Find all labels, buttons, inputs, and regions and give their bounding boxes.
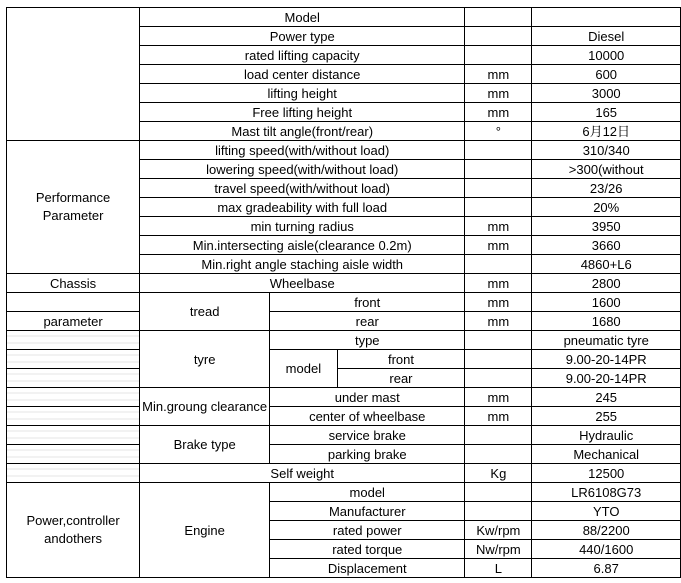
travel-speed-label: travel speed(with/without load) [140, 179, 465, 198]
tyre-model-front-value: 9.00-20-14PR [532, 350, 681, 369]
mast-tilt-angle-value: 6月12日 [532, 122, 681, 141]
min-right-angle-aisle-label: Min.right angle staching aisle width [140, 255, 465, 274]
free-lifting-height-label: Free lifting height [140, 103, 465, 122]
tread-front-unit: mm [465, 293, 532, 312]
section-chassis-blank [7, 331, 140, 350]
section-chassis-blank [7, 350, 140, 369]
under-mast-value: 245 [532, 388, 681, 407]
free-lifting-height-unit: mm [465, 103, 532, 122]
under-mast-unit: mm [465, 388, 532, 407]
service-brake-label: service brake [270, 426, 465, 445]
parking-brake-value: Mechanical [532, 445, 681, 464]
rated-power-label: rated power [270, 521, 465, 540]
tyre-model-rear-value: 9.00-20-14PR [532, 369, 681, 388]
row-center-of-wheelbase [7, 407, 681, 426]
section-chassis-blank [7, 293, 140, 312]
engine-model-unit [465, 483, 532, 502]
tyre-type-value: pneumatic tyre [532, 331, 681, 350]
max-gradeability-unit [465, 198, 532, 217]
parking-brake-unit [465, 445, 532, 464]
max-gradeability-value: 20% [532, 198, 681, 217]
center-of-wheelbase-unit: mm [465, 407, 532, 426]
parking-brake-label: parking brake [270, 445, 465, 464]
section-power-label: Power,controller andothers [7, 483, 140, 578]
engine-model-label: model [270, 483, 465, 502]
rated-lifting-capacity-label: rated lifting capacity [140, 46, 465, 65]
travel-speed-value: 23/26 [532, 179, 681, 198]
section-chassis-blank [7, 426, 140, 445]
service-brake-unit [465, 426, 532, 445]
section-chassis-blank [7, 445, 140, 464]
model-value [532, 8, 681, 27]
tyre-model-rear-unit [465, 369, 532, 388]
load-center-distance-label: load center distance [140, 65, 465, 84]
min-intersecting-aisle-value: 3660 [532, 236, 681, 255]
section-chassis-blank [7, 464, 140, 483]
tyre-model-rear-label: rear [337, 369, 465, 388]
max-gradeability-label: max gradeability with full load [140, 198, 465, 217]
engine-label: Engine [140, 483, 270, 578]
tread-rear-label: rear [270, 312, 465, 331]
rated-torque-label: rated torque [270, 540, 465, 559]
section-chassis-blank [7, 388, 140, 407]
section-chassis-blank [7, 407, 140, 426]
tread-rear-value: 1680 [532, 312, 681, 331]
lowering-speed-value: >300(without [532, 160, 681, 179]
power-type-label: Power type [140, 27, 465, 46]
wheelbase-unit: mm [465, 274, 532, 293]
tyre-model-front-unit [465, 350, 532, 369]
self-weight-value: 12500 [532, 464, 681, 483]
load-center-distance-value: 600 [532, 65, 681, 84]
displacement-value: 6.87 [532, 559, 681, 578]
lifting-speed-unit [465, 141, 532, 160]
lifting-speed-label: lifting speed(with/without load) [140, 141, 465, 160]
model-label: Model [140, 8, 465, 27]
tyre-type-unit [465, 331, 532, 350]
tyre-model-label: model [270, 350, 337, 388]
section-chassis-parameter-label: parameter [7, 312, 140, 331]
tread-label: tread [140, 293, 270, 331]
under-mast-label: under mast [270, 388, 465, 407]
free-lifting-height-value: 165 [532, 103, 681, 122]
lowering-speed-unit [465, 160, 532, 179]
tread-rear-unit: mm [465, 312, 532, 331]
rated-lifting-capacity-unit [465, 46, 532, 65]
section-general-cell [7, 8, 140, 141]
lowering-speed-label: lowering speed(with/without load) [140, 160, 465, 179]
wheelbase-value: 2800 [532, 274, 681, 293]
wheelbase-label: Wheelbase [140, 274, 465, 293]
rated-lifting-capacity-value: 10000 [532, 46, 681, 65]
row-tread-rear [7, 312, 681, 331]
center-of-wheelbase-value: 255 [532, 407, 681, 426]
row-under-mast [7, 388, 681, 407]
row-model [7, 8, 681, 27]
self-weight-unit: Kg [465, 464, 532, 483]
tread-front-label: front [270, 293, 465, 312]
row-lifting-speed [7, 141, 681, 160]
lifting-height-unit: mm [465, 84, 532, 103]
rated-torque-unit: Nw/rpm [465, 540, 532, 559]
row-tyre-model-rear [7, 369, 681, 388]
rated-torque-value: 440/1600 [532, 540, 681, 559]
manufacturer-label: Manufacturer [270, 502, 465, 521]
tread-front-value: 1600 [532, 293, 681, 312]
self-weight-label: Self weight [140, 464, 465, 483]
lifting-height-label: lifting height [140, 84, 465, 103]
engine-model-value: LR6108G73 [532, 483, 681, 502]
load-center-distance-unit: mm [465, 65, 532, 84]
min-turning-radius-label: min turning radius [140, 217, 465, 236]
row-wheelbase [7, 274, 681, 293]
min-right-angle-aisle-value: 4860+L6 [532, 255, 681, 274]
manufacturer-value: YTO [532, 502, 681, 521]
rated-power-unit: Kw/rpm [465, 521, 532, 540]
section-performance-label: Performance Parameter [7, 141, 140, 274]
min-intersecting-aisle-unit: mm [465, 236, 532, 255]
rated-power-value: 88/2200 [532, 521, 681, 540]
tyre-label: tyre [140, 331, 270, 388]
min-intersecting-aisle-label: Min.intersecting aisle(clearance 0.2m) [140, 236, 465, 255]
tyre-model-front-label: front [337, 350, 465, 369]
mast-tilt-angle-unit: ° [465, 122, 532, 141]
min-right-angle-aisle-unit [465, 255, 532, 274]
row-service-brake [7, 426, 681, 445]
row-self-weight [7, 464, 681, 483]
row-tyre-model-front [7, 350, 681, 369]
ground-clearance-label: Min.groung clearance [140, 388, 270, 426]
power-type-unit [465, 27, 532, 46]
forklift-spec-table [6, 7, 681, 578]
tyre-type-label: type [270, 331, 465, 350]
row-tread-front [7, 293, 681, 312]
model-unit [465, 8, 532, 27]
displacement-label: Displacement [270, 559, 465, 578]
lifting-speed-value: 310/340 [532, 141, 681, 160]
row-engine-model [7, 483, 681, 502]
section-chassis-label: Chassis [7, 274, 140, 293]
service-brake-value: Hydraulic [532, 426, 681, 445]
manufacturer-unit [465, 502, 532, 521]
brake-type-label: Brake type [140, 426, 270, 464]
row-parking-brake [7, 445, 681, 464]
center-of-wheelbase-label: center of wheelbase [270, 407, 465, 426]
min-turning-radius-value: 3950 [532, 217, 681, 236]
mast-tilt-angle-label: Mast tilt angle(front/rear) [140, 122, 465, 141]
displacement-unit: L [465, 559, 532, 578]
row-tyre-type [7, 331, 681, 350]
power-type-value: Diesel [532, 27, 681, 46]
section-chassis-blank [7, 369, 140, 388]
travel-speed-unit [465, 179, 532, 198]
lifting-height-value: 3000 [532, 84, 681, 103]
min-turning-radius-unit: mm [465, 217, 532, 236]
